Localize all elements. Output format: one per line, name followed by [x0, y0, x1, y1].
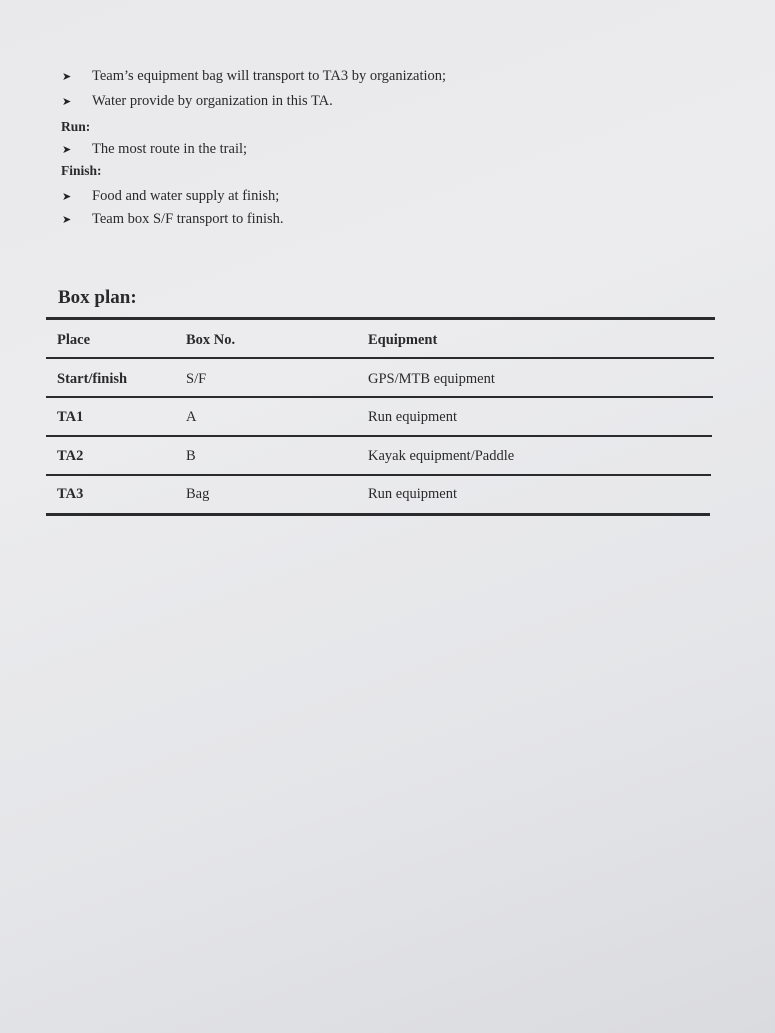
table-bottom-rule [46, 513, 710, 516]
list-item [62, 187, 279, 206]
list-item-text: The most route in the trail; [92, 141, 248, 157]
place-cell: TA1 [57, 409, 84, 425]
equipment-cell: Kayak equipment/Paddle [368, 448, 515, 464]
box-no-cell: Bag [186, 486, 210, 502]
list-item [62, 92, 333, 111]
list-item-text: Team’s equipment bag will transport to TA3 by organization; [92, 68, 447, 84]
column-header-equipment: Equipment [368, 332, 438, 348]
equipment-cell: Run equipment [368, 486, 458, 502]
run-heading: Run: [61, 119, 91, 134]
list-item-text: Food and water supply at finish; [92, 188, 280, 204]
arrow-bullet-icon: ➤ [62, 71, 72, 83]
table-divider [46, 474, 711, 476]
arrow-bullet-icon: ➤ [62, 214, 72, 226]
table-divider [46, 357, 714, 359]
place-cell: Start/finish [57, 371, 128, 387]
column-header-box-no: Box No. [186, 332, 236, 348]
list-item-text: Team box S/F transport to finish. [92, 211, 284, 227]
box-no-cell: B [186, 448, 196, 464]
list-item [62, 67, 446, 86]
list-item [62, 210, 284, 229]
list-item-text: Water provide by organization in this TA. [92, 93, 333, 109]
column-header-place: Place [57, 332, 91, 348]
arrow-bullet-icon: ➤ [62, 144, 72, 156]
table-divider [46, 435, 712, 437]
arrow-bullet-icon: ➤ [62, 191, 72, 203]
place-cell: TA3 [57, 486, 84, 502]
box-no-cell: S/F [186, 371, 207, 387]
table-top-rule [46, 317, 715, 320]
place-cell: TA2 [57, 448, 84, 464]
list-item [62, 140, 247, 159]
equipment-cell: Run equipment [368, 409, 458, 425]
equipment-cell: GPS/MTB equipment [368, 371, 495, 387]
arrow-bullet-icon: ➤ [62, 96, 72, 108]
finish-heading: Finish: [61, 163, 102, 178]
box-plan-title: Box plan: [58, 287, 137, 308]
table-divider [46, 396, 713, 398]
box-no-cell: A [186, 409, 197, 425]
